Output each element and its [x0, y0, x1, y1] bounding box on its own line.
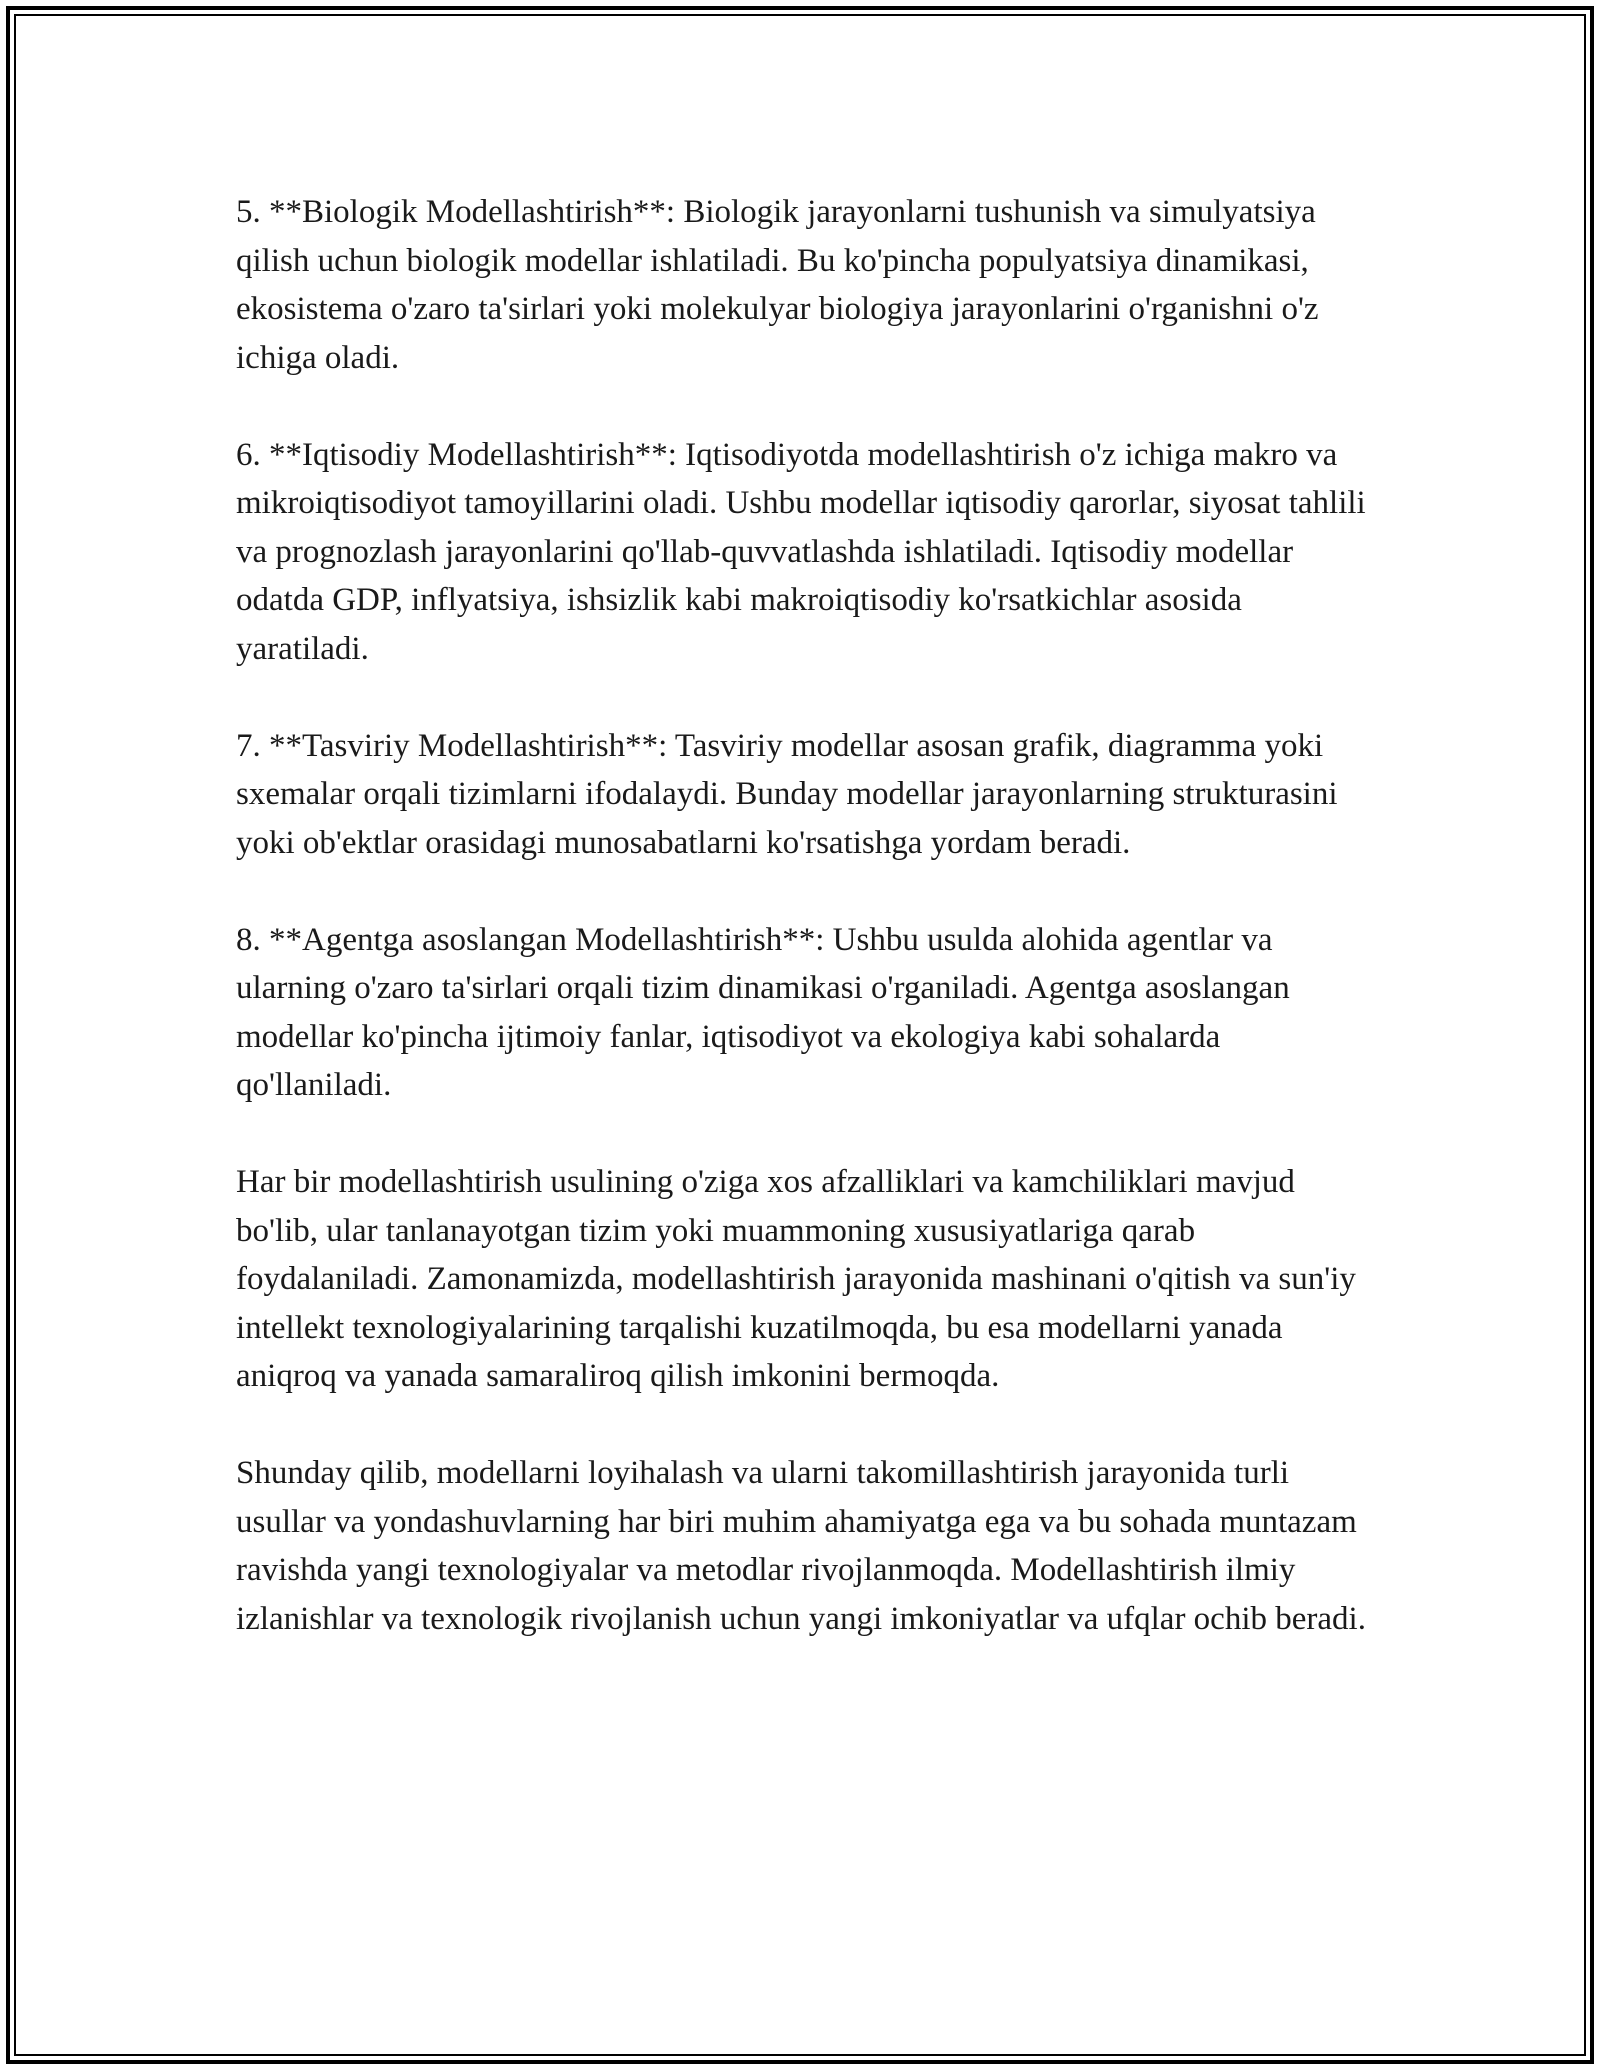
paragraph-biologik-modellashtirish: 5. **Biologik Modellashtirish**: Biologik jarayonlarni tushunish va simulyatsiya qilish uchun biologik modellar ishlatiladi. Bu ko'pincha populyatsiya dinamikasi, ekosistema o'zaro ta'sirlari yoki molekulyar biologiya jarayonlarini o'rganishni o'z ichiga oladi. — [236, 194, 1319, 376]
paragraph-agentga-asoslangan-modellashtirish: 8. **Agentga asoslangan Modellashtirish**: Ushbu usulda alohida agentlar va ularning o'zaro ta'sirlari orqali tizim dinamikasi o'rganiladi. Agentga asoslangan modellar ko'pincha ijtimoiy fanlar, iqtisodiyot va ekologiya kabi sohalarda qo'llaniladi. — [236, 921, 1290, 1103]
document-body — [236, 188, 1366, 1692]
paragraph-afzalliklar-kamchiliklar: Har bir modellashtirish usulining o'ziga xos afzalliklari va kamchiliklari mavjud bo'lib, ular tanlanayotgan tizim yoki muammoning xususiyatlariga qarab foydalaniladi. Zamonamizda, modellashtirish jarayonida mashinani o'qitish va sun'iy intellekt texnologiyalarining tarqalishi kuzatilmoqda, bu esa modellarni yanada aniqroq va yanada samaraliroq qilish imkonini bermoqda. — [236, 1164, 1356, 1394]
paragraph-tasviriy-modellashtirish: 7. **Tasviriy Modellashtirish**: Tasviriy modellar asosan grafik, diagramma yoki sxemalar orqali tizimlarni ifodalaydi. Bunday modellar jarayonlarning strukturasini yoki ob'ektlar orasidagi munosabatlarni ko'rsatishga yordam beradi. — [236, 727, 1338, 861]
paragraph-xulosa: Shunday qilib, modellarni loyihalash va ularni takomillashtirish jarayonida turli usullar va yondashuvlarning har biri muhim ahamiyatga ega va bu sohada muntazam ravishda yangi texnologiyalar va metodlar rivojlanmoqda. Modellashtirish ilmiy izlanishlar va texnologik rivojlanish uchun yangi imkoniyatlar va ufqlar ochib beradi. — [236, 1455, 1366, 1637]
paragraph-iqtisodiy-modellashtirish: 6. **Iqtisodiy Modellashtirish**: Iqtisodiyotda modellashtirish o'z ichiga makro va mikroiqtisodiyot tamoyillarini oladi. Ushbu modellar iqtisodiy qarorlar, siyosat tahlili va prognozlash jarayonlarini qo'llab-quvvatlashda ishlatiladi. Iqtisodiy modellar odatda GDP, inflyatsiya, ishsizlik kabi makroiqtisodiy ko'rsatkichlar asosida yaratiladi. — [236, 436, 1366, 667]
